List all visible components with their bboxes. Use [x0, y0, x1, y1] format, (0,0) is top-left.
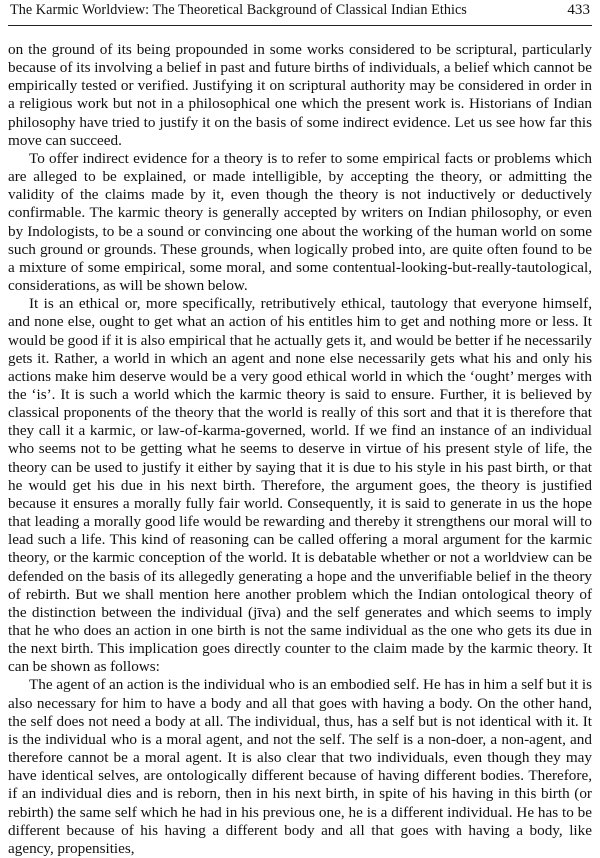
running-header — [8, 0, 592, 26]
page-number: 433 — [567, 2, 590, 18]
paragraph-1: on the ground of its being propounded in some works considered to be scriptural, particularly because of its involving a belief in past and future births of individuals, a belief which cannot be empirically tested or verified. Justifying it on scriptural authority may be considered in order in a religious work but not in a philosophical one which the present work is. Historians of Indian philosophy have tried to justify it on the basis of some indirect evidence. Let us see how far this move can succeed. — [8, 41, 592, 149]
page-body — [8, 26, 592, 858]
running-title: The Karmic Worldview: The Theoretical Background of Classical Indian Ethics — [10, 2, 467, 18]
paragraph-2: To offer indirect evidence for a theory is to refer to some empirical facts or problems which are alleged to be explained, or made intelligible, by accepting the theory, or admitting the validity of the claims made by it, even though the theory is not inductively or deductively confirmable. The karmic theory is generally accepted by writers on Indian philosophy, or even by Indologists, to be a sound or convincing one about the working of the human world on some such ground or grounds. These grounds, when logically probed into, are quite often found to be a mixture of some empirical, some moral, and some contentual-looking-but-really-tautological, considerations, as will be shown below. — [8, 149, 592, 295]
paragraph-3: It is an ethical or, more specifically, retributively ethical, tautology that everyone himself, and none else, ought to get what an action of his entitles him to get and nothing more or less. It would be good if it is also empirical that he actually gets it, and would be better if he necessarily gets it. Rather, a world in which an agent and none else necessarily gets what his and only his actions make him deserve would be a very good ethical world in which the ‘ought’ merges with the ‘is’. It is such a world which the karmic theory is said to ensure. Further, it is believed by classical proponents of the theory that the world is really of this sort and that it is therefore that they call it a karmic, or law-of-karma-governed, world. If we find an instance of an individual who seems not to be getting what he seems to deserve in virtue of his present style of life, the theory can be used to justify it either by saying that it is due to his style in his past birth, or that he would get his due in his next birth. Therefore, the argument goes, the theory is justified because it ensures a morally fully fair world. Consequently, it is said to generate in us the hope that leading a morally good life would be rewarding and thereby it strengthens our moral will to lead such a life. This kind of reasoning can be called offering a moral argument for the karmic theory, or the karmic conception of the world. It is debatable whether or not a worldview can be defended on the basis of its allegedly generating a hope and the unverifiable belief in the theory of rebirth. But we shall mention here another problem which the Indian ontological theory of the distinction between the individual (jīva) and the self generates and which seems to imply that he who does an action in one birth is not the same individual as the one who gets its due in the next birth. This implication goes directly counter to the claim made by the karmic theory. It can be shown as follows: — [8, 295, 592, 676]
paragraph-4: The agent of an action is the individual who is an embodied self. He has in him a self but it is also necessary for him to have a body and all that goes with having a body. On the other hand, the self does not need a body at all. The individual, thus, has a self but is not identical with it. It is the individual who is a moral agent, and not the self. The self is a non-doer, a non-agent, and therefore cannot be a moral agent. It is also clear that two individuals, even though they may have identical selves, are ontologically different because of having different bodies. Therefore, if an individual dies and is reborn, then in his next birth, in spite of his having in this birth (or rebirth) the same self which he had in his previous one, he is a different individual. He has to be different because of his having a different body and all that goes with having a body, like agency, propensities, — [8, 676, 592, 857]
